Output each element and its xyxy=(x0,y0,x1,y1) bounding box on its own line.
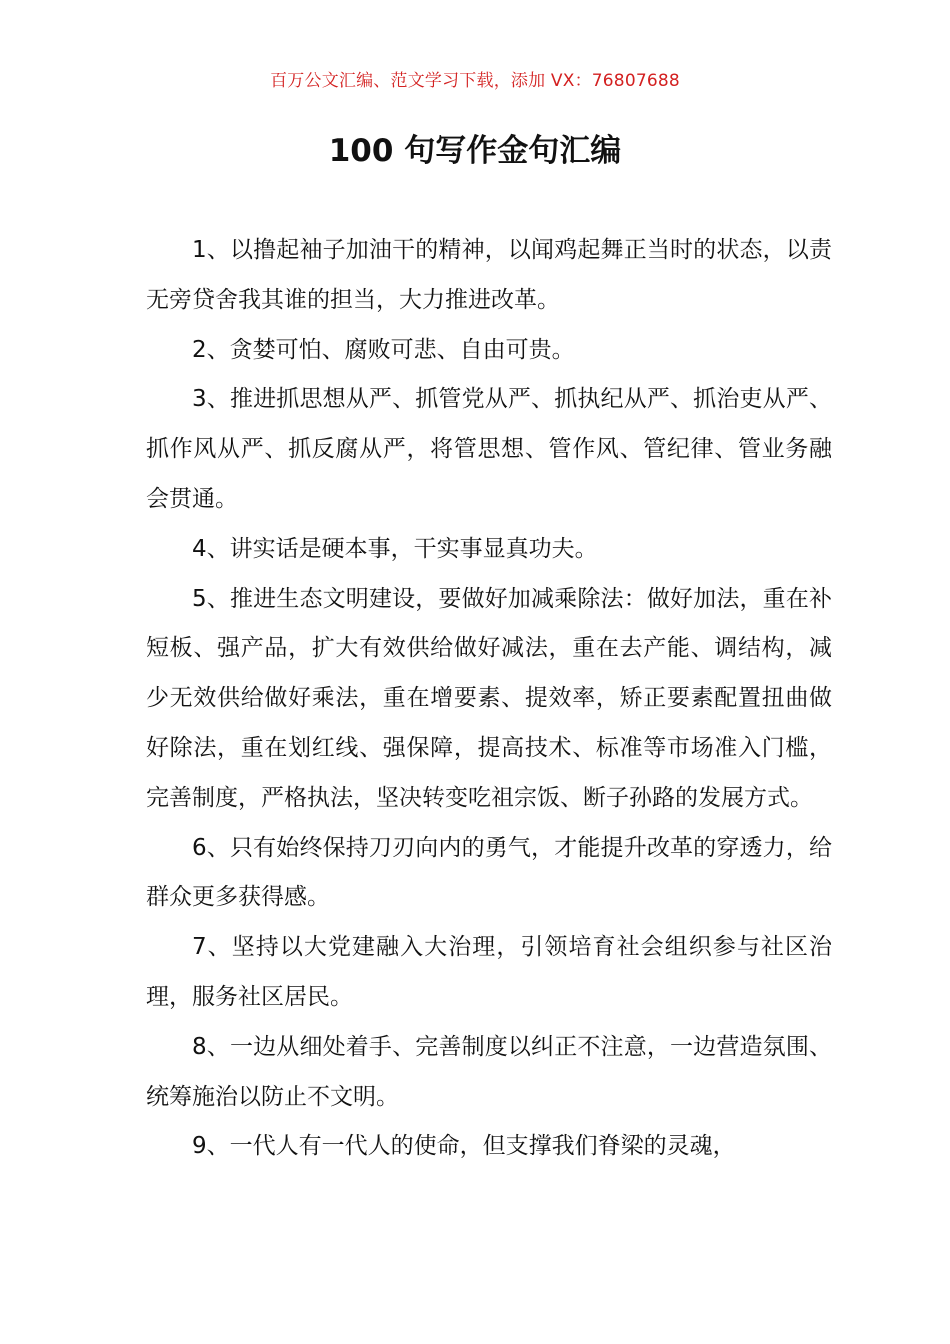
paragraph-5: 5、推进生态文明建设，要做好加减乘除法：做好加法，重在补短板、强产品，扩大有效供给做好减法，重在去产能、调结构，减少无效供给做好乘法，重在增要素、提效率，矫正要素配置扭曲做好除法，重在划红线、强保障，提高技术、标准等市场准入门槛，完善制度，严格执法，坚决转变吃祖宗饭、断子孙路的发展方式。 xyxy=(146,585,832,811)
paragraph-2: 2、贪婪可怕、腐败可悲、自由可贵。 xyxy=(192,336,575,363)
paragraph-7: 7、坚持以大党建融入大治理，引领培育社会组织参与社区治理，服务社区居民。 xyxy=(146,934,832,1010)
paragraph-3: 3、推进抓思想从严、抓管党从严、抓执纪从严、抓治吏从严、抓作风从严、抓反腐从严，将管思想、管作风、管纪律、管业务融会贯通。 xyxy=(146,386,832,512)
paragraph-1: 1、以撸起袖子加油干的精神，以闻鸡起舞正当时的状态，以责无旁贷舍我其谁的担当，大力推进改革。 xyxy=(146,237,832,313)
paragraph-6: 6、只有始终保持刀刃向内的勇气，才能提升改革的穿透力，给群众更多获得感。 xyxy=(146,834,832,911)
paragraph-4: 4、讲实话是硬本事，干实事显真功夫。 xyxy=(192,535,598,562)
document-title: 100 句写作金句汇编 xyxy=(328,133,622,169)
header-watermark-text: 百万公文汇编、范文学习下载，添加 VX：76807688 xyxy=(270,71,680,91)
paragraph-9: 9、一代人有一代人的使命，但支撑我们脊梁的灵魂， xyxy=(192,1133,736,1160)
document-body xyxy=(146,226,832,1172)
paragraph-8: 8、一边从细处着手、完善制度以纠正不注意，一边营造氛围、统筹施治以防止不文明。 xyxy=(146,1033,832,1110)
